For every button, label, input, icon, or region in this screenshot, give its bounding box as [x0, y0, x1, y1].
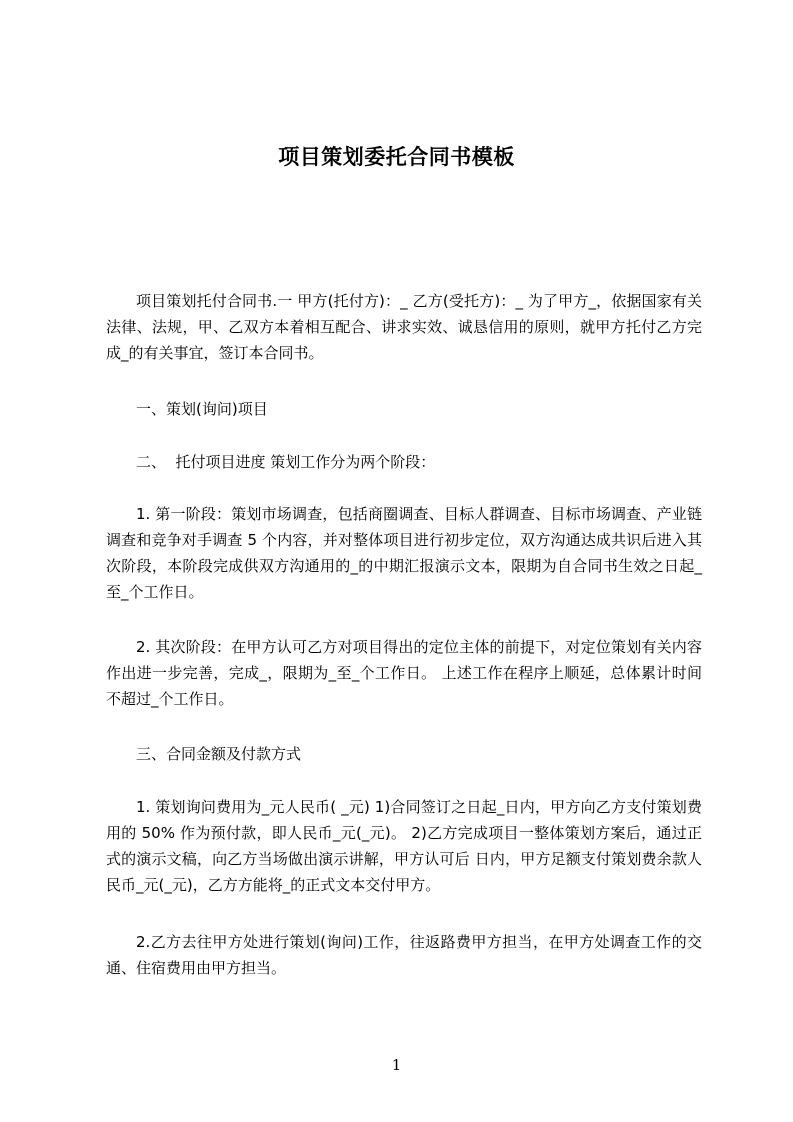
document-title: 项目策划委托合同书模板: [278, 145, 515, 169]
section-2-item-1: 1. 第一阶段：策划市场调查，包括商圈调查、目标人群调查、目标市场调查、产业链调查和竞争对手调查 5 个内容，并对整体项目进行初步定位，双方沟通达成共识后进入其次阶段，本阶段完成供双方沟通用的_的中期汇报演示文本，限期为自合同书生效之日起_ 至_个工作日。: [106, 505, 702, 601]
section-3-item-1: 1. 策划询问费用为_元人民币( _元) 1)合同签订之日起_日内，甲方向乙方支付策划费用的 50% 作为预付款，即人民币_元(_元)。 2)乙方完成项目一整体策划方案后，通过正式的演示文稿，向乙方当场做出演示讲解，甲方认可后 日内，甲方足额支付策划费余款人民币_元(_元)，乙方方能将_的正式文本交付甲方。: [106, 798, 702, 894]
section-2-heading: 二、 托付项目进度 策划工作分为两个阶段：: [136, 453, 436, 471]
section-3-item-2: 2.乙方去往甲方处进行策划(询问)工作，往返路费甲方担当，在甲方处调查工作的交通、住宿费用由甲方担当。: [106, 933, 702, 977]
intro-paragraph: 项目策划托付合同书.一 甲方(托付方)：_ 乙方(受托方)：_ 为了甲方_，依据国家有关法律、法规，甲、乙双方本着相互配合、讲求实效、诚恳信用的原则，就甲方托付乙方完成_的有关事宜，签订本合同书。: [106, 292, 702, 362]
section-1-heading: 一、策划(询问)项目: [136, 400, 268, 418]
page-number: 1: [391, 1056, 402, 1074]
section-2-item-2: 2. 其次阶段：在甲方认可乙方对项目得出的定位主体的前提下，对定位策划有关内容作出进一步完善，完成_，限期为_至_个工作日。 上述工作在程序上顺延，总体累计时间不超过_个工作日。: [106, 638, 702, 708]
section-3-heading: 三、合同金额及付款方式: [136, 745, 302, 763]
